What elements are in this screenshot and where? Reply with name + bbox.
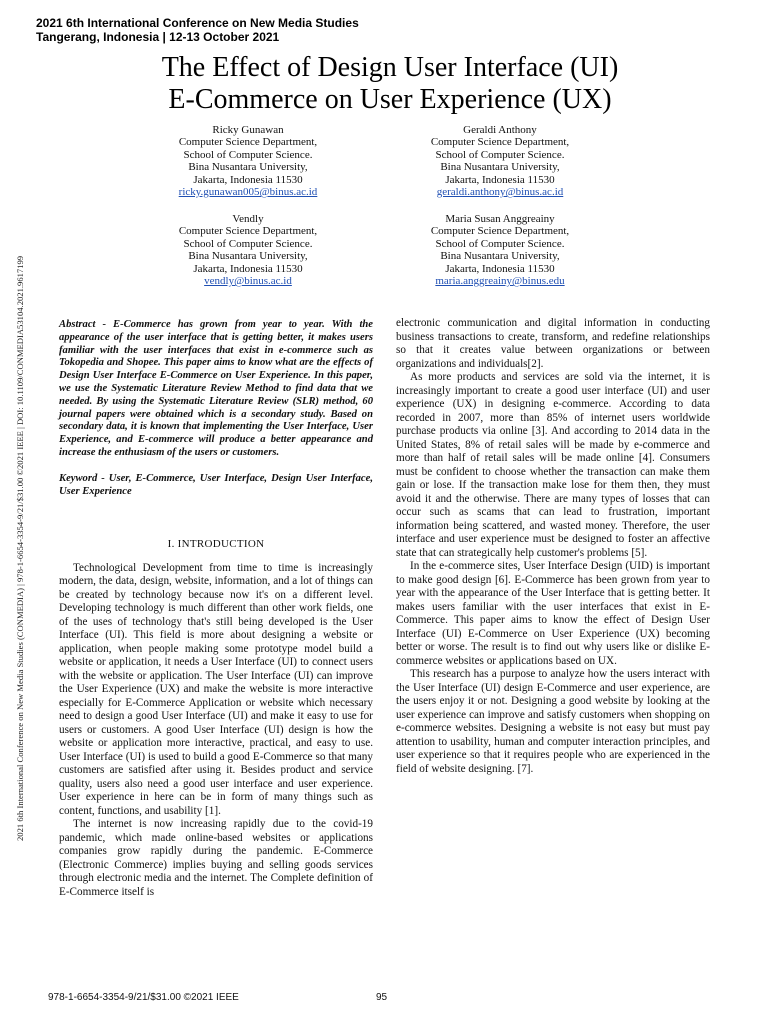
author-school: School of Computer Science. bbox=[435, 148, 565, 161]
author-university: Bina Nusantara University, bbox=[188, 250, 308, 263]
author-name: Vendly bbox=[232, 213, 264, 225]
author-email-link[interactable]: ricky.gunawan005@binus.ac.id bbox=[178, 186, 318, 199]
paper-title bbox=[60, 52, 720, 116]
author-university: Bina Nusantara University, bbox=[440, 250, 560, 263]
keywords-text: Keyword - User, E-Commerce, User Interface, Design User Interface, User Experience bbox=[59, 472, 373, 497]
body-paragraph: This research has a purpose to analyze how the users interact with the User Interface (UI) design E-Commerce and user experience, are the users enjoy it or not. Designing a good website by looking at the user experience can improve and satisfy customers when shopping on e-commerce websites. Designing a website is not easy but must pay attention to usability, human and computer interaction principles, and user experience so that it requires people who are experienced in the field of website designing. [7]. bbox=[396, 668, 710, 775]
side-doi-text: 2021 6th International Conference on New Media Studies (CONMEDIA) | 978-1-6654-3354-9/21/$31.00 ©2021 IEEE | DOI: 10.1109/CONMEDIA53104.2021.9617199 bbox=[15, 255, 25, 841]
body-paragraph: electronic communication and digital information in conducting business transactions to create, transform, and redefine relationships so that it creates value between organizations or between organizations and individuals[2]. bbox=[396, 317, 710, 370]
footer-isbn: 978-1-6654-3354-9/21/$31.00 ©2021 IEEE bbox=[48, 992, 239, 1003]
section-heading: I. INTRODUCTION bbox=[167, 538, 265, 551]
author-email-link[interactable]: maria.anggreainy@binus.edu bbox=[435, 275, 565, 288]
author-block bbox=[138, 124, 358, 198]
conference-location-date: Tangerang, Indonesia | 12-13 October 2021 bbox=[36, 30, 280, 44]
conference-name: 2021 6th International Conference on New Media Studies bbox=[36, 16, 359, 30]
conference-header bbox=[36, 16, 359, 44]
body-paragraph: Technological Development from time to time is increasingly modern, the data, design, website, information, and a lot of things can be created by technology because now it's on a different level. Developing technology is much different than other work fields, one of the uses of technology that's still being developed is the User Interface (UI). This field is more about designing a website or application, when people making some prototype model build a website or application, it needs a User Interface (UI) to connect users with the website or application. The User Interface (UI) can improve the User Experience (UX) and make the website is more interactive especially for E-Commerce Application or website which necessary need to design a good User Interface (UI) and make it easy to use for users or customers. A good User Interface (UI) design is how the website or application more interactive, practical, and easy to use. User Interface (UI) is used to build a good E-Commerce so that many customers are satisfied after using it. Besides product and service quality, users also need a good user interface and user experience. User experience in here can be in form of many things such as content, functions, and usability [1]. bbox=[59, 561, 373, 817]
author-email-link[interactable]: vendly@binus.ac.id bbox=[204, 275, 292, 288]
author-city: Jakarta, Indonesia 11530 bbox=[445, 262, 555, 275]
body-paragraph: As more products and services are sold via the internet, it is increasingly important to create a good user interface (UI) and user experience (UX) in designing e-commerce. According to data recorded in 2007, more than 85% of internet users worldwide purchase products via online [3]. And according to 2014 data in the United States, 8% of retail sales will be made by e-commerce and more than half of retail sales will be made online [4]. Consumers must be confident to choose whether the transaction can make them gain or lose. If the transaction make lose for them then, they must avoid it and the otherwise. There are many types of losses that can occur such as scams that can lead to frustration, important information being scattered, and wasted money. Therefore, the user interface and user experience must be designed to foster an affective state that can strategically help customer's problems [5]. bbox=[396, 371, 710, 559]
author-block bbox=[390, 124, 610, 198]
author-school: School of Computer Science. bbox=[183, 237, 313, 250]
left-column bbox=[59, 319, 373, 899]
author-school: School of Computer Science. bbox=[183, 148, 313, 161]
author-city: Jakarta, Indonesia 11530 bbox=[193, 173, 303, 186]
page-number: 95 bbox=[376, 992, 388, 1003]
author-city: Jakarta, Indonesia 11530 bbox=[193, 262, 303, 275]
author-department: Computer Science Department, bbox=[178, 136, 318, 149]
author-department: Computer Science Department, bbox=[430, 225, 570, 238]
author-school: School of Computer Science. bbox=[435, 237, 565, 250]
author-block bbox=[138, 213, 358, 287]
author-university: Bina Nusantara University, bbox=[188, 161, 308, 174]
title-line-1: The Effect of Design User Interface (UI) bbox=[161, 52, 619, 83]
author-university: Bina Nusantara University, bbox=[440, 161, 560, 174]
abstract-text: Abstract - E-Commerce has grown from year to year. With the appearance of the user interface that is getting better, it makes users familiar with the user interfaces that exist in e-commerce such as Tokopedia and Shopee. This paper aims to know what are the effects of Design User Interface E-Commerce on User Experience. In this paper, we use the Systematic Literature Review Method to find data that we needed. By using the Systematic Literature Review (SLR) method, 60 journal papers were obtained which is a secondary study. Based on secondary data, it is known that implementing the User Interface, User Experience, and E-commerce will produce a better appearance and increase the enthusiasm of the users or customers. bbox=[59, 319, 373, 458]
author-name: Geraldi Anthony bbox=[463, 124, 537, 136]
right-column bbox=[396, 317, 710, 776]
author-department: Computer Science Department, bbox=[430, 136, 570, 149]
author-name: Maria Susan Anggreainy bbox=[445, 213, 555, 225]
author-email-link[interactable]: geraldi.anthony@binus.ac.id bbox=[436, 186, 564, 199]
author-city: Jakarta, Indonesia 11530 bbox=[445, 173, 555, 186]
body-paragraph: The internet is now increasing rapidly due to the covid-19 pandemic, which made online-based websites or applications companies grow rapidly during the pandemic. E-Commerce (Electronic Commerce) implies buying and selling goods services through electronic media and the internet. The Complete definition of E-Commerce itself is bbox=[59, 818, 373, 898]
author-department: Computer Science Department, bbox=[178, 225, 318, 238]
title-line-2: E-Commerce on User Experience (UX) bbox=[168, 84, 612, 115]
author-block bbox=[390, 213, 610, 287]
body-paragraph: In the e-commerce sites, User Interface Design (UID) is important to make good design [6]. E-Commerce has been grown from year to year with the appearance of the User Interface that is getting better. It makes users familiar with the user interfaces that exist in E-Commerce. This paper aims to know the effect of Design User Interface (UI) E-Commerce on User Experience (UX) becoming better or worse. The result is to find out why users like or dislike E-commerce websites or applications based on UX. bbox=[396, 560, 710, 667]
author-name: Ricky Gunawan bbox=[212, 124, 284, 136]
